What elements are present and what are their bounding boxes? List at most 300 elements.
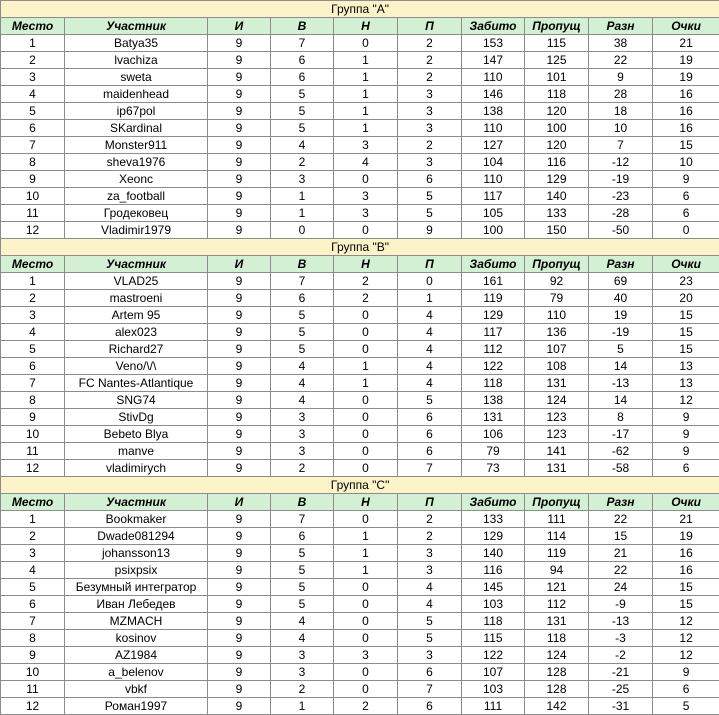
col-games-cell: 9 [208, 664, 271, 681]
col-scored-cell: 110 [462, 171, 525, 188]
col-conceded-cell: 129 [525, 171, 589, 188]
col-wins-cell: 7 [271, 273, 334, 290]
col-place-cell: 1 [1, 273, 65, 290]
col-conceded-cell: 131 [525, 613, 589, 630]
col-points-cell: 9 [653, 664, 719, 681]
col-losses-cell: 9 [398, 222, 462, 239]
col-conceded-cell: 114 [525, 528, 589, 545]
col-place-cell: 7 [1, 613, 65, 630]
col-draws-header: Н [334, 256, 398, 273]
col-scored-cell: 138 [462, 103, 525, 120]
col-losses-cell: 5 [398, 392, 462, 409]
col-conceded-cell: 123 [525, 409, 589, 426]
col-wins-cell: 4 [271, 358, 334, 375]
col-points-cell: 15 [653, 137, 719, 154]
col-draws-cell: 0 [334, 511, 398, 528]
col-wins-cell: 5 [271, 596, 334, 613]
col-diff-cell: -3 [589, 630, 653, 647]
col-draws-cell: 1 [334, 86, 398, 103]
col-participant-cell: SKardinal [65, 120, 208, 137]
col-losses-cell: 7 [398, 460, 462, 477]
col-wins-cell: 1 [271, 698, 334, 715]
col-conceded-header: Пропущ [525, 494, 589, 511]
col-points-cell: 0 [653, 222, 719, 239]
table-row [1, 137, 719, 154]
col-points-header: Очки [653, 18, 719, 35]
col-scored-header: Забито [462, 256, 525, 273]
col-conceded-cell: 79 [525, 290, 589, 307]
col-wins-cell: 2 [271, 681, 334, 698]
col-conceded-cell: 124 [525, 647, 589, 664]
col-losses-cell: 7 [398, 681, 462, 698]
col-draws-cell: 2 [334, 290, 398, 307]
col-scored-cell: 131 [462, 409, 525, 426]
col-points-cell: 19 [653, 52, 719, 69]
col-place-cell: 1 [1, 35, 65, 52]
col-diff-cell: -25 [589, 681, 653, 698]
col-points-cell: 15 [653, 579, 719, 596]
col-scored-cell: 140 [462, 545, 525, 562]
col-place-cell: 5 [1, 579, 65, 596]
col-wins-cell: 6 [271, 52, 334, 69]
col-games-header: И [208, 494, 271, 511]
col-scored-cell: 111 [462, 698, 525, 715]
table-row [1, 426, 719, 443]
col-diff-cell: 19 [589, 307, 653, 324]
col-draws-cell: 0 [334, 681, 398, 698]
col-participant-cell: manve [65, 443, 208, 460]
col-losses-cell: 4 [398, 579, 462, 596]
col-points-cell: 12 [653, 392, 719, 409]
col-losses-cell: 6 [398, 171, 462, 188]
table-row [1, 120, 719, 137]
col-wins-cell: 6 [271, 528, 334, 545]
col-points-cell: 12 [653, 630, 719, 647]
col-diff-cell: 69 [589, 273, 653, 290]
col-participant-cell: Monster911 [65, 137, 208, 154]
table-row [1, 273, 719, 290]
col-conceded-cell: 115 [525, 35, 589, 52]
col-wins-cell: 5 [271, 307, 334, 324]
col-draws-cell: 0 [334, 630, 398, 647]
col-scored-cell: 119 [462, 290, 525, 307]
col-participant-header: Участник [65, 256, 208, 273]
col-conceded-cell: 120 [525, 137, 589, 154]
col-diff-cell: 40 [589, 290, 653, 307]
col-wins-cell: 5 [271, 103, 334, 120]
col-participant-cell: MZMACH [65, 613, 208, 630]
col-draws-cell: 0 [334, 409, 398, 426]
col-participant-cell: vladimirych [65, 460, 208, 477]
col-games-cell: 9 [208, 86, 271, 103]
table-row [1, 392, 719, 409]
col-place-cell: 5 [1, 341, 65, 358]
col-participant-cell: SNG74 [65, 392, 208, 409]
col-place-cell: 10 [1, 664, 65, 681]
col-scored-cell: 105 [462, 205, 525, 222]
col-diff-cell: -31 [589, 698, 653, 715]
col-points-cell: 6 [653, 681, 719, 698]
col-participant-cell: psixpsix [65, 562, 208, 579]
col-place-cell: 10 [1, 188, 65, 205]
col-losses-cell: 5 [398, 613, 462, 630]
col-losses-cell: 2 [398, 35, 462, 52]
col-points-cell: 13 [653, 375, 719, 392]
col-place-cell: 7 [1, 137, 65, 154]
col-conceded-cell: 128 [525, 664, 589, 681]
table-row [1, 324, 719, 341]
col-place-cell: 11 [1, 681, 65, 698]
table-row [1, 460, 719, 477]
col-scored-cell: 153 [462, 35, 525, 52]
col-points-header: Очки [653, 256, 719, 273]
col-place-cell: 5 [1, 103, 65, 120]
col-games-cell: 9 [208, 630, 271, 647]
col-diff-header: Разн [589, 18, 653, 35]
col-draws-cell: 0 [334, 307, 398, 324]
col-losses-cell: 5 [398, 188, 462, 205]
col-games-cell: 9 [208, 409, 271, 426]
col-scored-cell: 138 [462, 392, 525, 409]
table-row [1, 341, 719, 358]
col-participant-cell: sheva1976 [65, 154, 208, 171]
table-row [1, 188, 719, 205]
col-draws-cell: 0 [334, 596, 398, 613]
col-games-cell: 9 [208, 324, 271, 341]
col-diff-cell: 14 [589, 392, 653, 409]
col-participant-cell: kosinov [65, 630, 208, 647]
col-diff-cell: 14 [589, 358, 653, 375]
col-scored-cell: 110 [462, 69, 525, 86]
col-points-cell: 21 [653, 35, 719, 52]
col-scored-cell: 112 [462, 341, 525, 358]
col-points-cell: 15 [653, 341, 719, 358]
col-scored-cell: 103 [462, 681, 525, 698]
col-games-cell: 9 [208, 375, 271, 392]
col-scored-cell: 110 [462, 120, 525, 137]
col-participant-header: Участник [65, 18, 208, 35]
col-draws-cell: 3 [334, 205, 398, 222]
col-scored-cell: 145 [462, 579, 525, 596]
col-games-cell: 9 [208, 528, 271, 545]
col-place-header: Место [1, 18, 65, 35]
col-wins-cell: 4 [271, 392, 334, 409]
col-losses-header: П [398, 18, 462, 35]
col-games-cell: 9 [208, 188, 271, 205]
col-scored-cell: 117 [462, 188, 525, 205]
col-losses-cell: 3 [398, 86, 462, 103]
col-draws-cell: 1 [334, 375, 398, 392]
col-games-cell: 9 [208, 35, 271, 52]
col-scored-cell: 122 [462, 358, 525, 375]
col-scored-header: Забито [462, 18, 525, 35]
col-scored-cell: 127 [462, 137, 525, 154]
col-losses-cell: 5 [398, 630, 462, 647]
col-place-cell: 2 [1, 52, 65, 69]
col-games-cell: 9 [208, 120, 271, 137]
col-scored-cell: 79 [462, 443, 525, 460]
col-conceded-cell: 124 [525, 392, 589, 409]
table-row [1, 307, 719, 324]
col-conceded-cell: 120 [525, 103, 589, 120]
col-wins-cell: 5 [271, 545, 334, 562]
col-participant-cell: Bookmaker [65, 511, 208, 528]
col-draws-cell: 0 [334, 35, 398, 52]
col-losses-cell: 6 [398, 698, 462, 715]
col-wins-cell: 5 [271, 341, 334, 358]
table-row [1, 528, 719, 545]
table-row [1, 171, 719, 188]
group-title-row [1, 1, 719, 18]
col-wins-cell: 3 [271, 426, 334, 443]
col-participant-cell: a_belenov [65, 664, 208, 681]
col-draws-cell: 0 [334, 664, 398, 681]
col-diff-cell: 10 [589, 120, 653, 137]
col-participant-cell: lvachiza [65, 52, 208, 69]
col-scored-cell: 103 [462, 596, 525, 613]
col-conceded-cell: 107 [525, 341, 589, 358]
col-diff-cell: -23 [589, 188, 653, 205]
col-participant-cell: johansson13 [65, 545, 208, 562]
col-draws-cell: 0 [334, 341, 398, 358]
col-games-cell: 9 [208, 596, 271, 613]
col-scored-cell: 161 [462, 273, 525, 290]
col-games-cell: 9 [208, 290, 271, 307]
col-draws-cell: 2 [334, 273, 398, 290]
col-scored-cell: 107 [462, 664, 525, 681]
col-scored-cell: 104 [462, 154, 525, 171]
col-points-cell: 16 [653, 545, 719, 562]
col-draws-cell: 3 [334, 647, 398, 664]
col-place-cell: 2 [1, 528, 65, 545]
col-points-cell: 12 [653, 613, 719, 630]
col-draws-cell: 1 [334, 545, 398, 562]
col-diff-cell: -17 [589, 426, 653, 443]
header-row [1, 18, 719, 35]
col-participant-cell: StivDg [65, 409, 208, 426]
col-participant-cell: Иван Лебедев [65, 596, 208, 613]
col-scored-cell: 146 [462, 86, 525, 103]
col-points-cell: 16 [653, 86, 719, 103]
col-losses-cell: 2 [398, 69, 462, 86]
col-wins-cell: 3 [271, 171, 334, 188]
col-points-cell: 6 [653, 460, 719, 477]
col-draws-cell: 0 [334, 392, 398, 409]
col-conceded-cell: 131 [525, 375, 589, 392]
col-wins-cell: 2 [271, 154, 334, 171]
col-scored-cell: 118 [462, 613, 525, 630]
col-participant-cell: Роман1997 [65, 698, 208, 715]
col-losses-cell: 6 [398, 443, 462, 460]
col-points-header: Очки [653, 494, 719, 511]
col-conceded-cell: 123 [525, 426, 589, 443]
col-games-header: И [208, 18, 271, 35]
table-row [1, 52, 719, 69]
col-diff-header: Разн [589, 256, 653, 273]
col-participant-cell: maidenhead [65, 86, 208, 103]
col-draws-cell: 0 [334, 613, 398, 630]
col-points-cell: 9 [653, 171, 719, 188]
group-title-row [1, 477, 719, 494]
col-diff-cell: 24 [589, 579, 653, 596]
col-wins-cell: 2 [271, 460, 334, 477]
col-draws-cell: 0 [334, 460, 398, 477]
col-games-cell: 9 [208, 222, 271, 239]
col-place-cell: 7 [1, 375, 65, 392]
col-place-cell: 12 [1, 698, 65, 715]
header-row [1, 256, 719, 273]
col-points-cell: 20 [653, 290, 719, 307]
col-conceded-cell: 110 [525, 307, 589, 324]
col-conceded-cell: 108 [525, 358, 589, 375]
col-games-cell: 9 [208, 154, 271, 171]
col-wins-cell: 1 [271, 205, 334, 222]
col-participant-cell: ip67pol [65, 103, 208, 120]
col-wins-cell: 6 [271, 69, 334, 86]
col-draws-cell: 1 [334, 120, 398, 137]
col-place-cell: 1 [1, 511, 65, 528]
table-row [1, 647, 719, 664]
col-conceded-cell: 118 [525, 630, 589, 647]
col-scored-cell: 129 [462, 307, 525, 324]
col-participant-cell: Richard27 [65, 341, 208, 358]
col-games-header: И [208, 256, 271, 273]
col-diff-cell: -28 [589, 205, 653, 222]
col-losses-cell: 3 [398, 545, 462, 562]
col-wins-cell: 4 [271, 375, 334, 392]
col-wins-cell: 3 [271, 409, 334, 426]
col-losses-cell: 2 [398, 528, 462, 545]
col-diff-cell: 22 [589, 52, 653, 69]
col-losses-header: П [398, 256, 462, 273]
col-place-cell: 9 [1, 647, 65, 664]
col-participant-cell: alex023 [65, 324, 208, 341]
col-conceded-cell: 125 [525, 52, 589, 69]
col-scored-cell: 118 [462, 375, 525, 392]
col-diff-cell: 15 [589, 528, 653, 545]
col-scored-header: Забито [462, 494, 525, 511]
col-conceded-cell: 121 [525, 579, 589, 596]
col-wins-header: В [271, 256, 334, 273]
col-participant-cell: Batya35 [65, 35, 208, 52]
col-points-cell: 15 [653, 324, 719, 341]
col-place-cell: 10 [1, 426, 65, 443]
col-games-cell: 9 [208, 460, 271, 477]
col-wins-cell: 3 [271, 647, 334, 664]
table-row [1, 596, 719, 613]
col-draws-cell: 1 [334, 358, 398, 375]
col-conceded-cell: 119 [525, 545, 589, 562]
col-participant-cell: AZ1984 [65, 647, 208, 664]
col-games-cell: 9 [208, 273, 271, 290]
col-wins-cell: 5 [271, 562, 334, 579]
table-row [1, 358, 719, 375]
col-losses-cell: 4 [398, 307, 462, 324]
col-games-cell: 9 [208, 137, 271, 154]
col-conceded-cell: 142 [525, 698, 589, 715]
col-games-cell: 9 [208, 443, 271, 460]
col-place-cell: 11 [1, 443, 65, 460]
table-row [1, 154, 719, 171]
col-games-cell: 9 [208, 579, 271, 596]
col-diff-cell: -13 [589, 375, 653, 392]
col-wins-cell: 4 [271, 630, 334, 647]
col-losses-cell: 6 [398, 426, 462, 443]
col-wins-cell: 3 [271, 443, 334, 460]
col-scored-cell: 117 [462, 324, 525, 341]
col-points-cell: 16 [653, 103, 719, 120]
col-conceded-cell: 133 [525, 205, 589, 222]
col-conceded-cell: 128 [525, 681, 589, 698]
col-games-cell: 9 [208, 545, 271, 562]
col-losses-cell: 4 [398, 341, 462, 358]
col-draws-cell: 0 [334, 171, 398, 188]
col-place-cell: 8 [1, 630, 65, 647]
col-diff-cell: -2 [589, 647, 653, 664]
col-conceded-cell: 136 [525, 324, 589, 341]
table-row [1, 545, 719, 562]
col-losses-cell: 2 [398, 52, 462, 69]
col-place-cell: 3 [1, 307, 65, 324]
col-participant-cell: Xeonc [65, 171, 208, 188]
col-scored-cell: 133 [462, 511, 525, 528]
col-losses-cell: 4 [398, 324, 462, 341]
col-losses-cell: 4 [398, 596, 462, 613]
table-row [1, 613, 719, 630]
col-participant-cell: Bebeto Blya [65, 426, 208, 443]
col-diff-cell: 5 [589, 341, 653, 358]
header-row [1, 494, 719, 511]
col-draws-cell: 4 [334, 154, 398, 171]
col-draws-cell: 1 [334, 103, 398, 120]
col-conceded-cell: 111 [525, 511, 589, 528]
col-place-cell: 12 [1, 460, 65, 477]
col-points-cell: 23 [653, 273, 719, 290]
col-draws-cell: 1 [334, 69, 398, 86]
col-diff-cell: 22 [589, 511, 653, 528]
col-points-cell: 5 [653, 698, 719, 715]
col-place-cell: 8 [1, 154, 65, 171]
col-points-cell: 9 [653, 409, 719, 426]
col-diff-cell: -50 [589, 222, 653, 239]
col-draws-cell: 2 [334, 698, 398, 715]
table-row [1, 443, 719, 460]
standings-body [1, 1, 719, 715]
col-place-cell: 6 [1, 358, 65, 375]
col-place-header: Место [1, 256, 65, 273]
col-points-cell: 15 [653, 307, 719, 324]
col-participant-cell: FC Nantes-Atlantique [65, 375, 208, 392]
table-row [1, 69, 719, 86]
col-losses-cell: 3 [398, 154, 462, 171]
col-diff-cell: -21 [589, 664, 653, 681]
col-place-cell: 11 [1, 205, 65, 222]
col-scored-cell: 100 [462, 222, 525, 239]
table-row [1, 409, 719, 426]
table-row [1, 205, 719, 222]
col-conceded-header: Пропущ [525, 256, 589, 273]
col-place-cell: 3 [1, 545, 65, 562]
col-games-cell: 9 [208, 647, 271, 664]
col-conceded-header: Пропущ [525, 18, 589, 35]
col-place-cell: 4 [1, 86, 65, 103]
group-title: Группа "A" [1, 1, 719, 18]
col-games-cell: 9 [208, 205, 271, 222]
col-games-cell: 9 [208, 341, 271, 358]
col-conceded-cell: 100 [525, 120, 589, 137]
col-losses-cell: 2 [398, 511, 462, 528]
col-losses-cell: 6 [398, 409, 462, 426]
